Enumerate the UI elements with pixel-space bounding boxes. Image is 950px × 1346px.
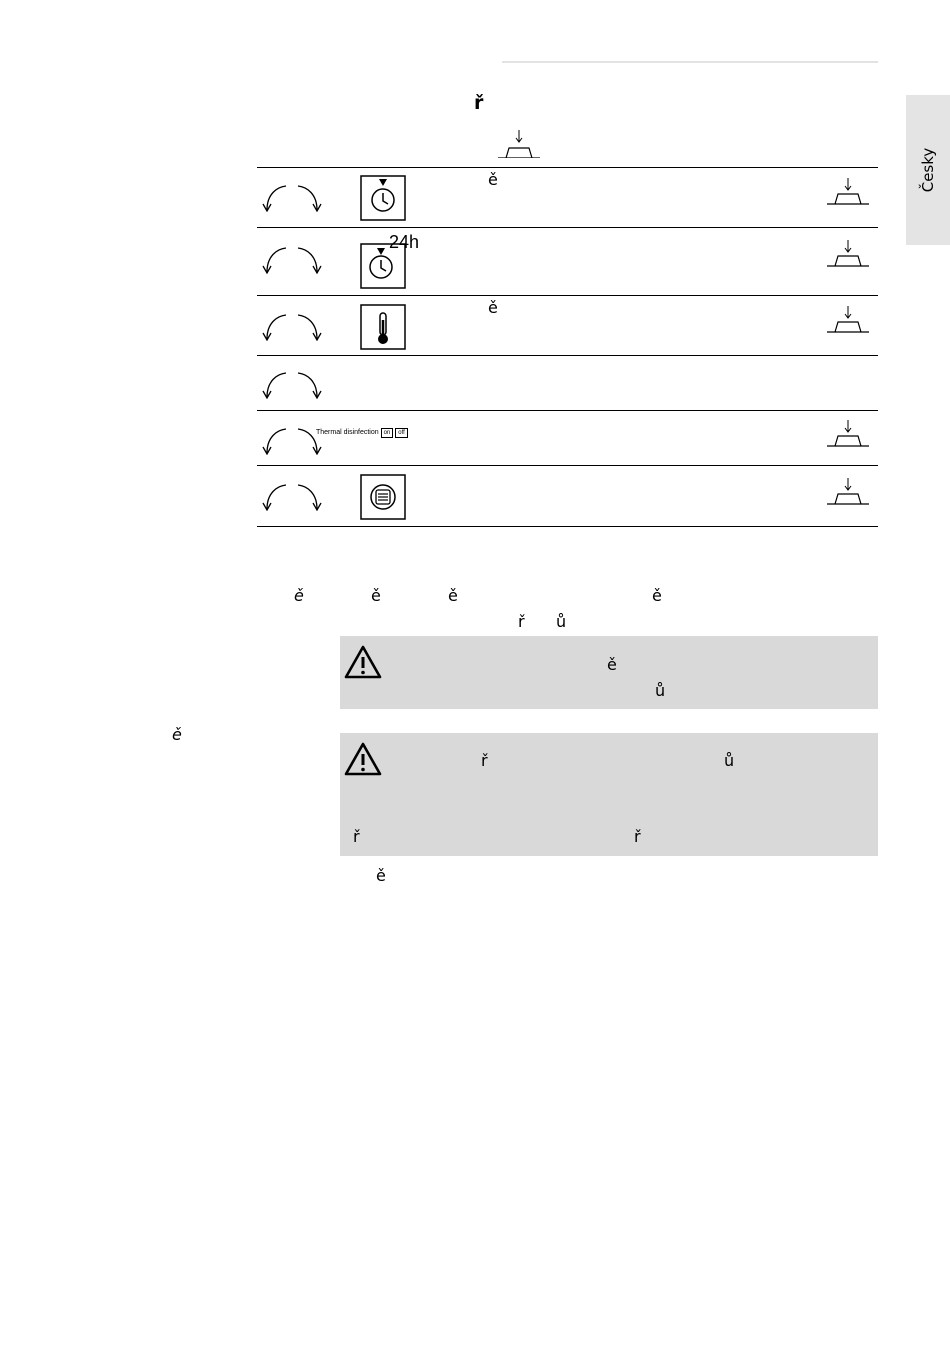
press-button-icon [823,176,873,206]
press-button-icon [823,238,873,268]
warning-text: ů [724,751,735,770]
body-text: ě [448,586,458,605]
menu-list-icon [360,474,406,520]
press-button-icon [494,128,544,158]
rotate-knob-icon [262,369,322,399]
table-rule [257,167,878,168]
warning-triangle-icon [344,645,382,679]
language-tab[interactable] [906,95,950,245]
timer-24h-label: 24h [389,232,420,252]
thermal-disinfection-label: Thermal disinfection [316,429,379,436]
press-button-icon [823,418,873,448]
rotate-knob-icon [262,481,322,511]
header-rule [502,61,878,63]
thermal-disinfection-control [316,429,408,437]
rotate-knob-icon [262,182,322,212]
press-button-icon [823,476,873,506]
rotate-knob-icon [262,425,322,455]
row-text: ě [488,170,498,189]
rotate-knob-icon [262,311,322,341]
stopwatch-icon [360,175,406,221]
table-rule [257,526,878,527]
press-button-icon [823,304,873,334]
margin-text: ě [172,725,182,744]
thermometer-icon [360,304,406,350]
table-rule [257,295,878,296]
section-heading: ř [474,92,484,114]
table-rule [257,465,878,466]
warning-box [340,733,878,856]
table-rule [257,410,878,411]
warning-triangle-icon [344,742,382,776]
warning-text: ř [353,827,360,846]
warning-text: ř [634,827,641,846]
body-text: ě [652,586,662,605]
off-option[interactable]: off [395,428,408,438]
warning-text: ě [607,655,617,674]
row-text: ě [488,298,498,317]
warning-text: ř [481,751,488,770]
warning-text: ů [655,681,666,700]
body-text: ě [294,586,304,605]
body-text: ě [376,866,386,885]
rotate-knob-icon [262,244,322,274]
on-option[interactable]: on [381,428,394,438]
body-text: ř [518,612,525,631]
body-text: ě [371,586,381,605]
table-rule [257,355,878,356]
language-tab-label: Česky [919,147,937,193]
table-rule [257,227,878,228]
body-text: ů [556,612,567,631]
